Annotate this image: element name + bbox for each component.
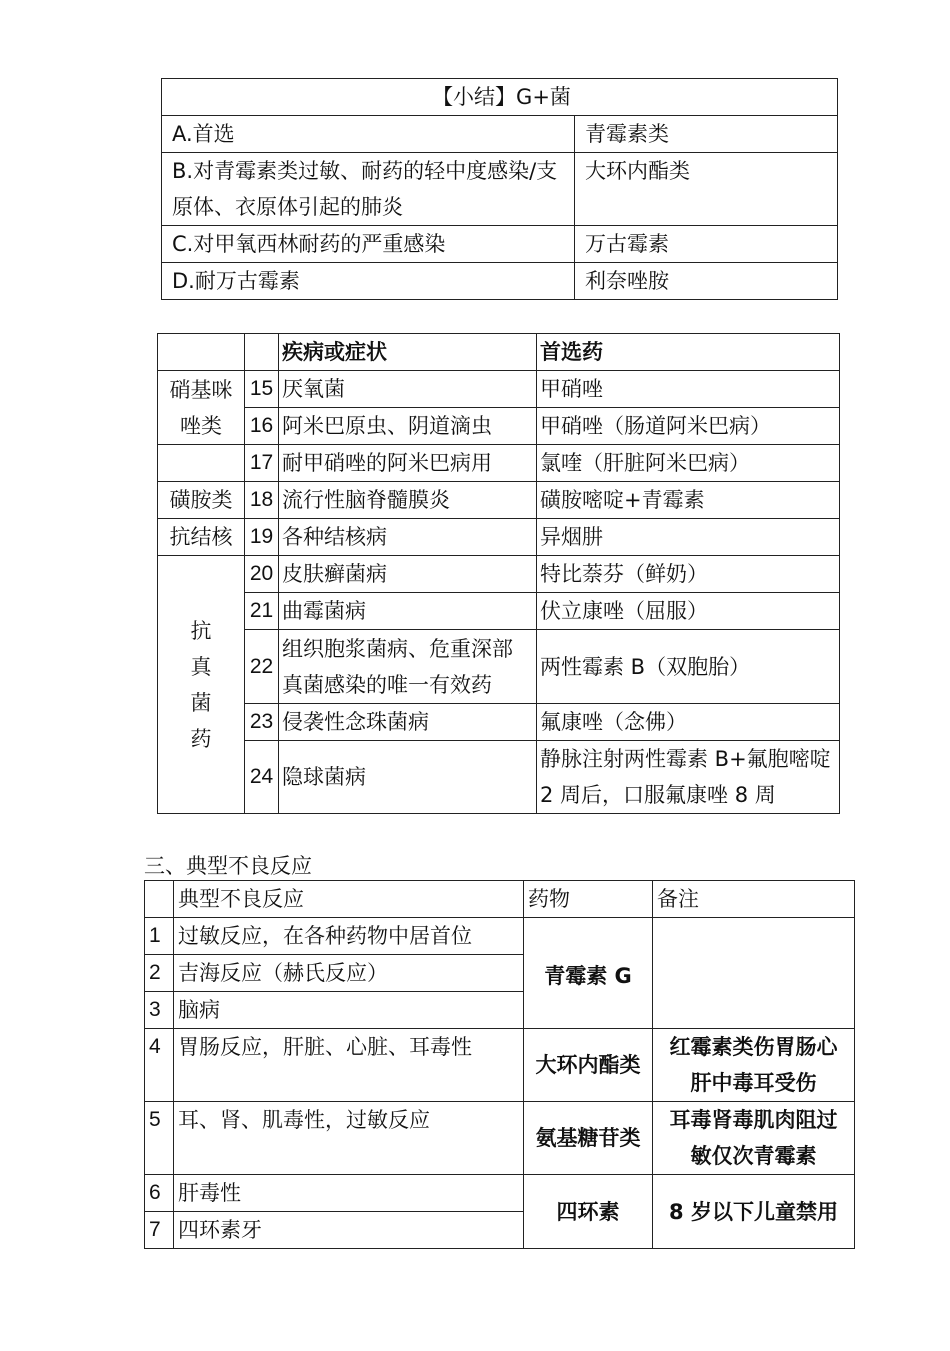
drug-cell: 甲硝唑（肠道阿米巴病） xyxy=(537,408,840,445)
disease-cell: 组织胞浆菌病、危重深部真菌感染的唯一有效药 xyxy=(279,630,537,704)
disease-cell: 耐甲硝唑的阿米巴病用 xyxy=(279,445,537,482)
group-sulfonamide: 磺胺类 xyxy=(158,482,245,519)
drug-cell: 青霉素 G xyxy=(524,918,653,1029)
table1-title: 【小结】G+菌 xyxy=(162,79,838,116)
row-number: 2 xyxy=(145,955,174,992)
section-heading: 三、典型不良反应 xyxy=(144,854,312,878)
disease-cell: 侵袭性念珠菌病 xyxy=(279,704,537,741)
reaction-cell: 吉海反应（赫氏反应） xyxy=(174,955,524,992)
g-positive-summary-table xyxy=(161,78,838,300)
reaction-header: 典型不良反应 xyxy=(174,881,524,918)
drug-cell: 氯喹（肝脏阿米巴病） xyxy=(537,445,840,482)
drug-header: 药物 xyxy=(524,881,653,918)
row-number: 1 xyxy=(145,918,174,955)
num-header-blank xyxy=(145,881,174,918)
note-cell: 8 岁以下儿童禁用 xyxy=(653,1175,855,1249)
disease-cell: 曲霉菌病 xyxy=(279,593,537,630)
table1-drug: 利奈唑胺 xyxy=(575,263,838,300)
group-blank xyxy=(158,445,245,482)
reaction-cell: 肝毒性 xyxy=(174,1175,524,1212)
row-number: 24 xyxy=(245,741,279,814)
drug-cell: 静脉注射两性霉素 B+氟胞嘧啶 2 周后，口服氟康唑 8 周 xyxy=(537,741,840,814)
note-cell xyxy=(653,918,855,1029)
row-number: 18 xyxy=(245,482,279,519)
row-number: 19 xyxy=(245,519,279,556)
reaction-cell: 过敏反应，在各种药物中居首位 xyxy=(174,918,524,955)
note-cell: 红霉素类伤胃肠心肝中毒耳受伤 xyxy=(653,1029,855,1102)
group-header-blank xyxy=(158,334,245,371)
drug-header: 首选药 xyxy=(537,334,840,371)
row-number: 5 xyxy=(145,1102,174,1175)
first-choice-drug-table xyxy=(157,333,840,814)
row-number: 3 xyxy=(145,992,174,1029)
num-header-blank xyxy=(245,334,279,371)
disease-cell: 流行性脑脊髓膜炎 xyxy=(279,482,537,519)
group-antituberculosis: 抗结核 xyxy=(158,519,245,556)
disease-cell: 厌氧菌 xyxy=(279,371,537,408)
note-header: 备注 xyxy=(653,881,855,918)
row-number: 21 xyxy=(245,593,279,630)
drug-cell: 磺胺嘧啶+青霉素 xyxy=(537,482,840,519)
reaction-cell: 脑病 xyxy=(174,992,524,1029)
table1-condition: C.对甲氧西林耐药的严重感染 xyxy=(162,226,575,263)
drug-cell: 氟康唑（念佛） xyxy=(537,704,840,741)
table1-condition: D.耐万古霉素 xyxy=(162,263,575,300)
table1-drug: 青霉素类 xyxy=(575,116,838,153)
group-nitroimidazole: 硝基咪唑类 xyxy=(158,371,245,445)
drug-cell: 两性霉素 B（双胞胎） xyxy=(537,630,840,704)
disease-cell: 各种结核病 xyxy=(279,519,537,556)
reaction-cell: 四环素牙 xyxy=(174,1212,524,1249)
disease-cell: 阿米巴原虫、阴道滴虫 xyxy=(279,408,537,445)
drug-cell: 甲硝唑 xyxy=(537,371,840,408)
table1-drug: 大环内酯类 xyxy=(575,153,838,226)
row-number: 4 xyxy=(145,1029,174,1102)
note-cell: 耳毒肾毒肌肉阻过敏仅次青霉素 xyxy=(653,1102,855,1175)
drug-cell: 伏立康唑（屈服） xyxy=(537,593,840,630)
reaction-cell: 胃肠反应，肝脏、心脏、耳毒性 xyxy=(174,1029,524,1102)
disease-header: 疾病或症状 xyxy=(279,334,537,371)
row-number: 16 xyxy=(245,408,279,445)
row-number: 15 xyxy=(245,371,279,408)
table1-condition: B.对青霉素类过敏、耐药的轻中度感染/支原体、衣原体引起的肺炎 xyxy=(162,153,575,226)
adverse-reaction-table xyxy=(144,880,855,1249)
row-number: 17 xyxy=(245,445,279,482)
table1-condition: A.首选 xyxy=(162,116,575,153)
row-number: 23 xyxy=(245,704,279,741)
row-number: 22 xyxy=(245,630,279,704)
row-number: 6 xyxy=(145,1175,174,1212)
row-number: 7 xyxy=(145,1212,174,1249)
drug-cell: 大环内酯类 xyxy=(524,1029,653,1102)
drug-cell: 氨基糖苷类 xyxy=(524,1102,653,1175)
drug-cell: 异烟肼 xyxy=(537,519,840,556)
disease-cell: 皮肤癣菌病 xyxy=(279,556,537,593)
reaction-cell: 耳、肾、肌毒性，过敏反应 xyxy=(174,1102,524,1175)
row-number: 20 xyxy=(245,556,279,593)
table1-drug: 万古霉素 xyxy=(575,226,838,263)
drug-cell: 特比萘芬（鲜奶） xyxy=(537,556,840,593)
drug-cell: 四环素 xyxy=(524,1175,653,1249)
disease-cell: 隐球菌病 xyxy=(279,741,537,814)
group-antifungal: 抗真菌药 xyxy=(158,556,245,814)
